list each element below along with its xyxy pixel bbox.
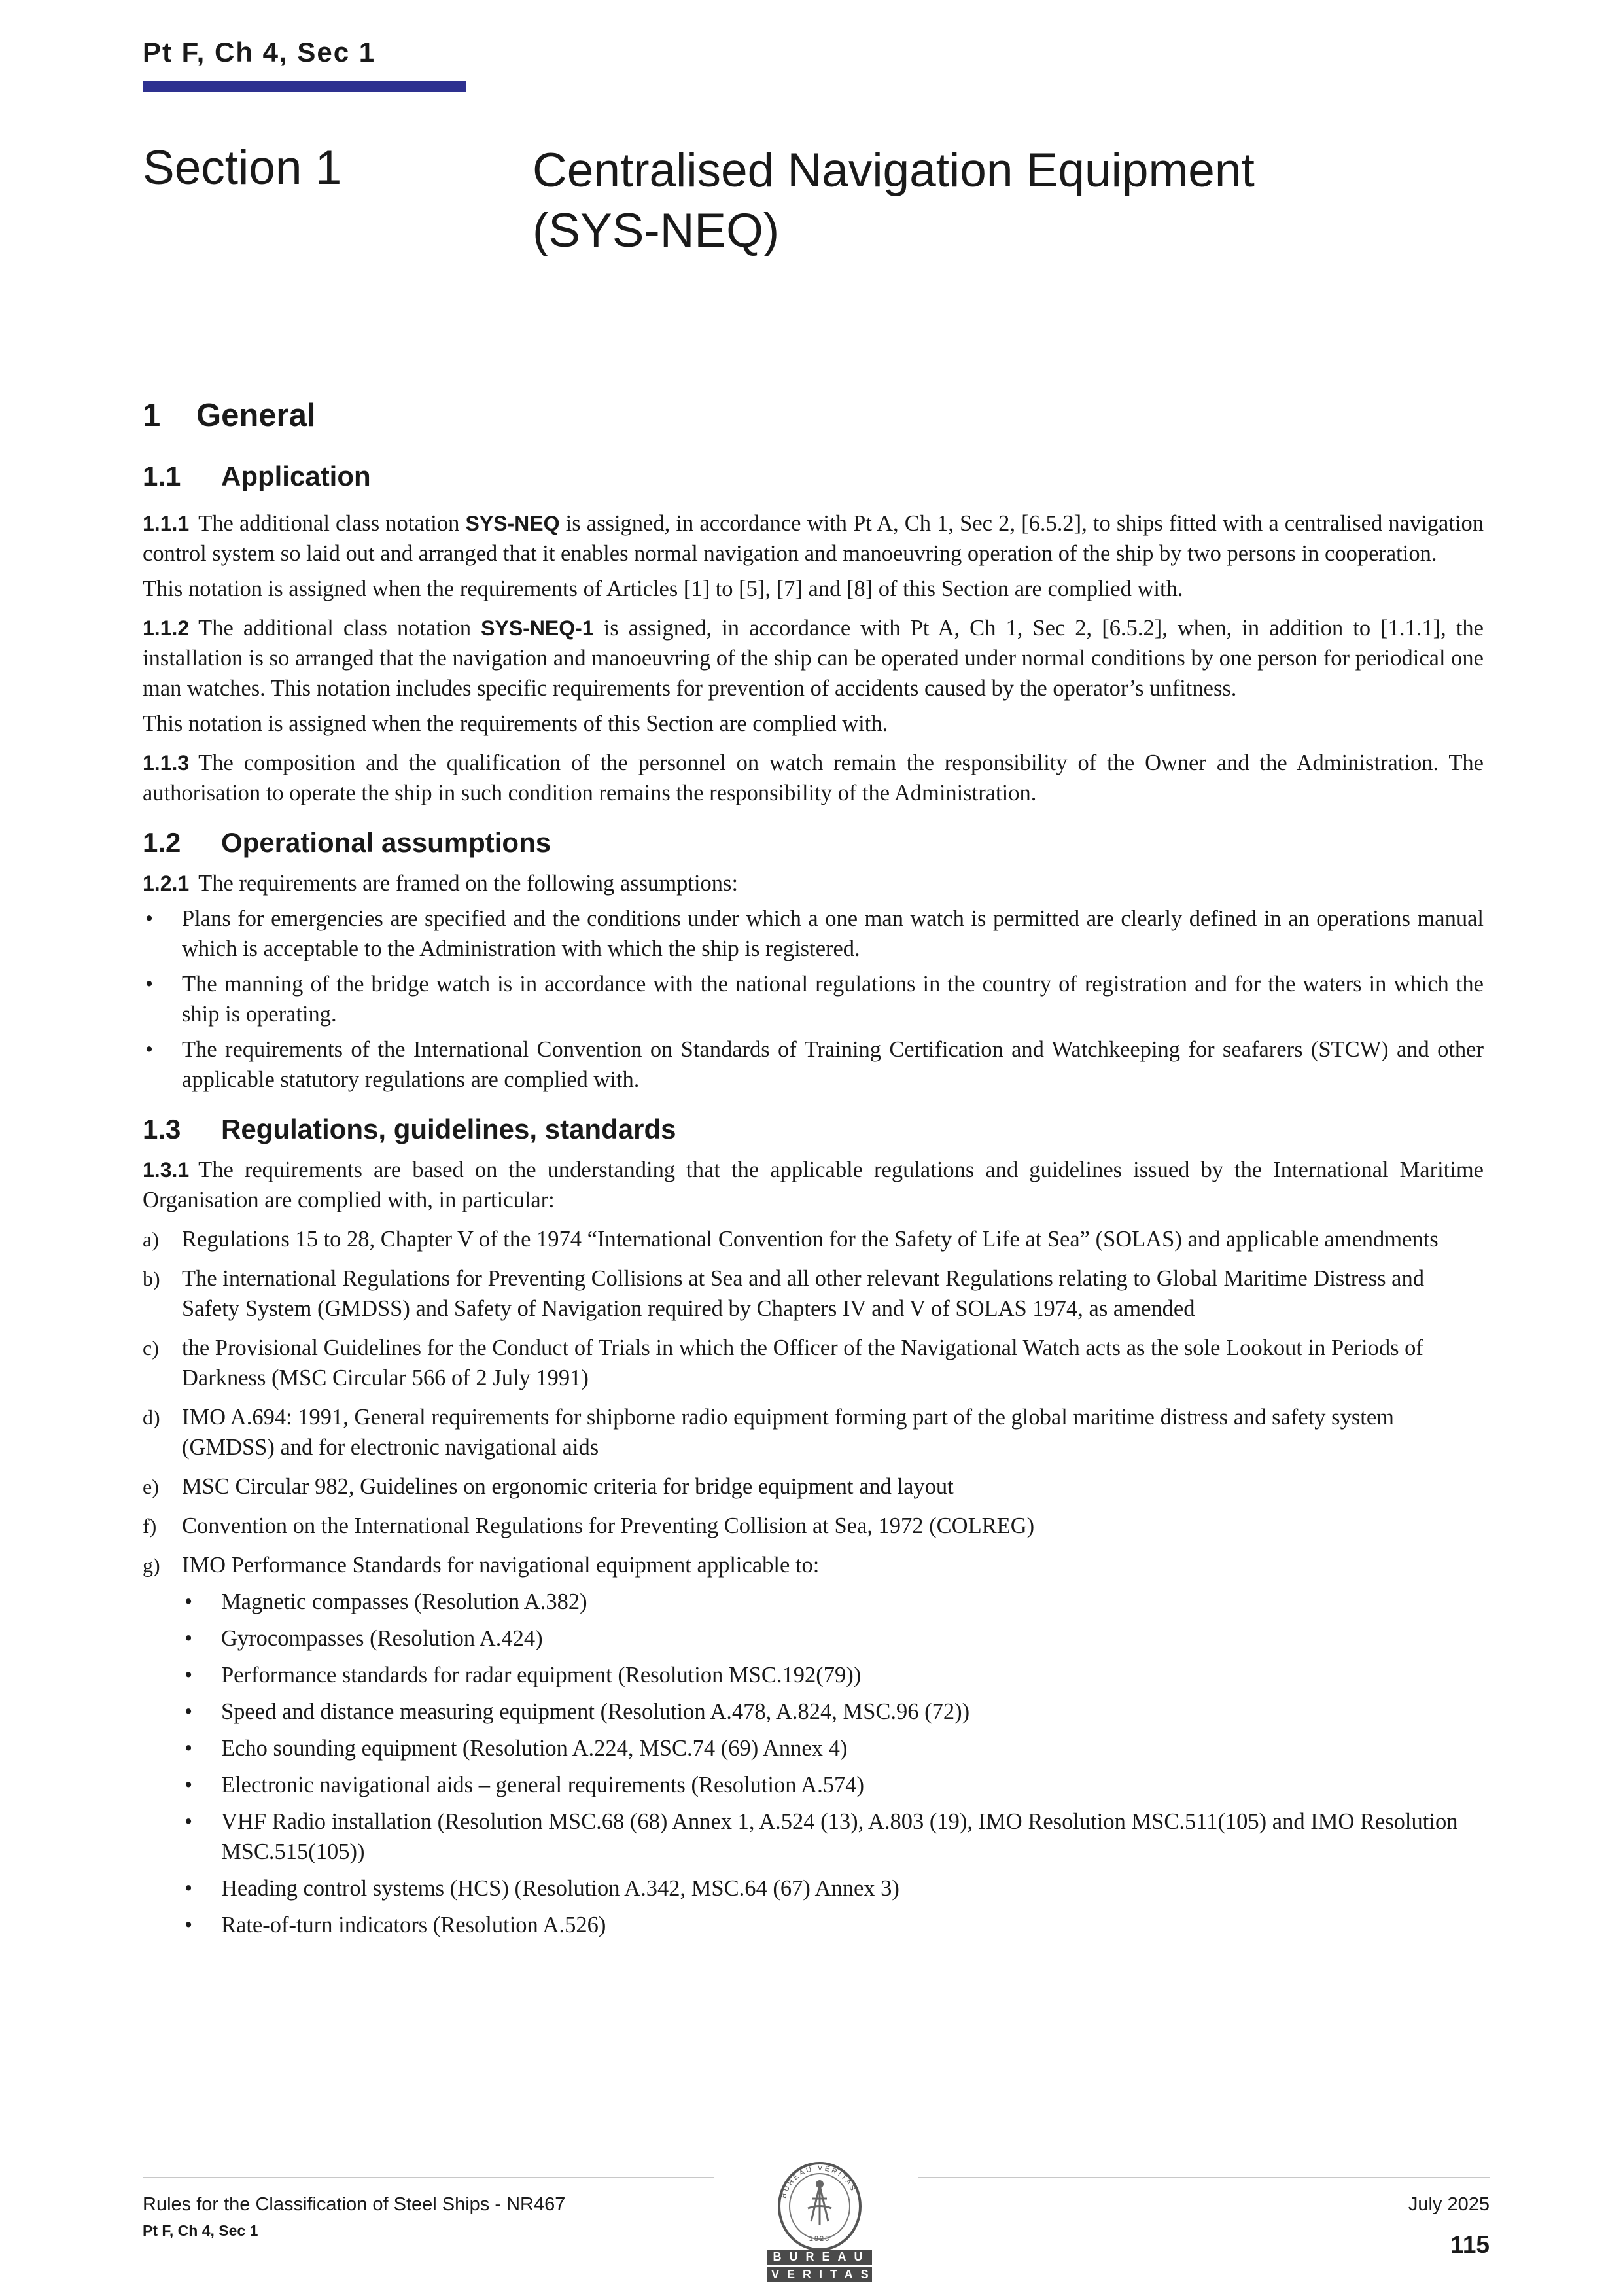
logo-word-bureau: BUREAU [767,2250,872,2265]
article-1-2-1 [143,868,1484,898]
list-item: c) the Provisional Guidelines for the Conduct of Trials in which the Officer of the Navigational Watch acts as the sole Lookout in Periods of Darkness (MSC Circular 566 of 2 July 1991) [143,1333,1484,1393]
article-1-1-2 [143,613,1484,703]
bullet-icon: • [184,1773,193,1797]
running-header: Pt F, Ch 4, Sec 1 [143,37,376,67]
footer-date: July 2025 [1408,2194,1490,2215]
bullet-icon: • [184,1626,193,1651]
list-item: • Electronic navigational aids – general requirements (Resolution A.574) [182,1770,1484,1800]
section-title-line-2: (SYS-NEQ) [532,204,780,257]
section-title-line-1: Centralised Navigation Equipment [532,144,1255,197]
logo-ring-text: BUREAU VERITAS [780,2164,858,2199]
heading-text: Regulations, guidelines, standards [221,1114,676,1144]
article-text: The additional class notation [198,616,481,641]
section-label: Section 1 [143,141,342,194]
bullet-icon: • [184,1913,193,1937]
footer-reference: Pt F, Ch 4, Sec 1 [143,2222,258,2239]
page-number: 115 [1450,2231,1490,2258]
list-item: • Gyrocompasses (Resolution A.424) [182,1623,1484,1653]
bullet-icon: • [145,972,154,997]
list-item: • Echo sounding equipment (Resolution A.224, MSC.74 (69) Annex 4) [182,1733,1484,1763]
list-item: f) Convention on the International Regulations for Preventing Collision at Sea, 1972 (COLREG) [143,1511,1484,1541]
bullet-icon: • [184,1736,193,1761]
list-item: • VHF Radio installation (Resolution MSC.68 (68) Annex 1, A.524 (13), A.803 (19), IMO Resolution MSC.511(105) and IMO Resolution MSC.515(105)) [182,1807,1484,1867]
article-number: 1.1.3 [143,751,190,775]
logo-word-veritas: VERITAS [767,2267,872,2282]
heading-number: 1.3 [143,1114,181,1144]
list-marker: b) [143,1267,160,1290]
list-item: • The manning of the bridge watch is in accordance with the national regulations in the country of registration and for the waters in which the ship is operating. [143,969,1484,1029]
article-1-1-1 [143,508,1484,569]
list-item: • Rate-of-turn indicators (Resolution A.526) [182,1910,1484,1940]
list-marker: e) [143,1475,159,1498]
heading-number: 1 [143,398,161,433]
heading-text: Application [221,461,371,491]
bullet-icon: • [184,1699,193,1724]
article-1-1-3 [143,748,1484,808]
bullet-icon: • [184,1663,193,1687]
regulations-list [143,1224,1484,1940]
footer-divider-left [143,2177,714,2178]
footer-document-title: Rules for the Classification of Steel Ships - NR467 [143,2194,566,2215]
list-marker: c) [143,1336,159,1360]
bullet-icon: • [145,1037,154,1062]
bullet-icon: • [145,906,154,931]
heading-general [143,389,1484,442]
article-1-3-1 [143,1155,1484,1215]
list-item: • The requirements of the International Convention on Standards of Training Certification and Watchkeeping for seafarers (STCW) and other applicable statutory regulations are complied with. [143,1034,1484,1095]
class-notation: SYS-NEQ-1 [481,616,594,640]
list-marker: a) [143,1227,159,1251]
list-item: g) IMO Performance Standards for navigational equipment applicable to: • Magnetic compasses (Resolution A.382) • Gyrocompasses (Resolution A.424) • Performance standards for radar equipment (Resolution MSC.192(79)) • Speed and distance measuring equipment (Resolution A.478, A.824, MSC.96 (72)) • Echo sounding equipment (Resolution A.224, MSC.74 (69) Annex 4) • Electronic navigational aids – general requirements (Resolution A.574) • VHF Radio installation (Resolution MSC.68 (68) Annex 1, A.524 (13), A.803 (19), IMO Resolution MSC.511(105) and IMO Resolution MSC.515(105)) • Heading control systems (HCS) (Resolution A.342, MSC.64 (67) Annex 3) • Rate-of-turn indicators (Resolution A.526) [143,1550,1484,1940]
header-accent-bar [143,81,466,92]
article-text: is assigned, in accordance with Pt A, Ch 1, Sec 2, [6.5.2], to ships fitted with a centralised navigation control system so laid out and arranged that it enables normal navigation and manoeuvring operation of the ship by two persons in cooperation. [143,511,1484,566]
article-number: 1.2.1 [143,872,190,895]
heading-application [143,453,1484,499]
article-number: 1.1.2 [143,616,190,640]
list-marker: g) [143,1553,160,1577]
list-item: • Plans for emergencies are specified and the conditions under which a one man watch is permitted are clearly defined in an operations manual which is acceptable to the Administration with which the ship is registered. [143,904,1484,964]
class-notation: SYS-NEQ [465,512,560,535]
article-1-1-1-continuation: This notation is assigned when the requirements of Articles [1] to [5], [7] and [8] of this Section are complied with. [143,576,1183,601]
list-item: • Magnetic compasses (Resolution A.382) [182,1587,1484,1617]
document-body [143,389,1484,1940]
assumptions-list [143,904,1484,1095]
list-item: d) IMO A.694: 1991, General requirements for shipborne radio equipment forming part of the global maritime distress and safety system (GMDSS) and for electronic navigational aids [143,1402,1484,1462]
article-number: 1.1.1 [143,512,190,535]
heading-text: General [196,398,316,433]
article-text: The composition and the qualification of the personnel on watch remain the responsibility of the Owner and the Administration. The authorisation to operate the ship in such condition remains the responsibility of the Administration. [143,751,1484,805]
list-marker: f) [143,1514,157,1538]
heading-number: 1.2 [143,827,181,858]
list-item: • Heading control systems (HCS) (Resolution A.342, MSC.64 (67) Annex 3) [182,1873,1484,1903]
list-item: a) Regulations 15 to 28, Chapter V of the 1974 “International Convention for the Safety of Life at Sea” (SOLAS) and applicable amendments [143,1224,1484,1254]
heading-text: Operational assumptions [221,827,551,858]
article-text: is assigned, in accordance with Pt A, Ch 1, Sec 2, [6.5.2], when, in addition to [1.1.1], the installation is so arranged that the navigation and manoeuvring of the ship can be operated under normal conditions by one person for periodical one man watches. This notation includes specific requirements for prevention of accidents caused by the operator’s unfitness. [143,616,1484,701]
list-item: • Performance standards for radar equipment (Resolution MSC.192(79)) [182,1660,1484,1690]
heading-operational-assumptions [143,820,1484,866]
list-item: b) The international Regulations for Preventing Collisions at Sea and all other relevant Regulations relating to Global Maritime Distress and Safety System (GMDSS) and Safety of Navigation required by Chapters IV and V of SOLAS 1974, as amended [143,1263,1484,1324]
logo-year: 1828 [809,2235,831,2243]
bullet-icon: • [184,1589,193,1614]
list-item: e) MSC Circular 982, Guidelines on ergonomic criteria for bridge equipment and layout [143,1472,1484,1502]
article-text: The requirements are based on the understanding that the applicable regulations and guidelines issued by the International Maritime Organisation are complied with, in particular: [143,1157,1484,1212]
article-number: 1.3.1 [143,1158,190,1182]
article-1-1-2-continuation: This notation is assigned when the requirements of this Section are complied with. [143,711,888,736]
list-item: • Speed and distance measuring equipment (Resolution A.478, A.824, MSC.96 (72)) [182,1697,1484,1727]
heading-number: 1.1 [143,461,181,491]
bullet-icon: • [184,1809,193,1834]
heading-regulations [143,1106,1484,1152]
article-text: The additional class notation [198,511,466,536]
section-title [532,141,1514,261]
bullet-icon: • [184,1876,193,1901]
article-text: The requirements are framed on the following assumptions: [198,871,739,896]
footer-divider-right [918,2177,1490,2178]
performance-standards-list [182,1587,1484,1940]
list-marker: d) [143,1405,160,1429]
